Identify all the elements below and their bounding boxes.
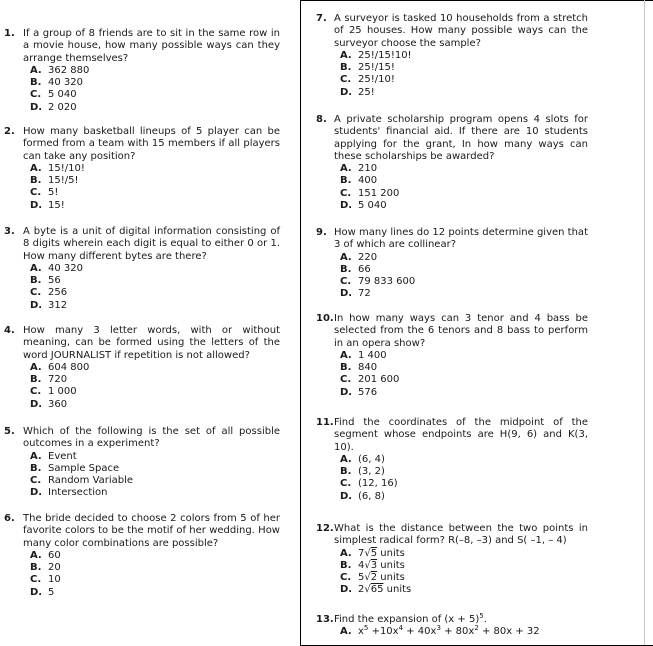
option-d[interactable]: D. 15!	[30, 199, 65, 211]
question-number: 4.	[4, 325, 15, 336]
option-a[interactable]: A. 15!/10!	[30, 162, 85, 174]
answer-options	[340, 626, 588, 638]
option-d[interactable]: D. 25!	[340, 86, 375, 98]
option-c[interactable]: C. 5√2 units	[340, 572, 405, 584]
question-stem: Which of the following is the set of all possible outcomes in a experiment?	[23, 426, 280, 450]
option-a[interactable]: A. 25!/15!10!	[340, 49, 412, 61]
question-12	[316, 523, 588, 597]
answer-options	[30, 163, 280, 212]
answer-options	[30, 263, 280, 312]
question-stem: A byte is a unit of digital information consisting of 8 digits wherein each digit is equal to either 0 or 1. How many different bytes are there?	[23, 226, 280, 262]
question-11	[316, 417, 588, 503]
option-c[interactable]: C. Random Variable	[30, 475, 134, 487]
radical-sign: √	[364, 559, 371, 571]
option-a[interactable]: A. 220	[340, 251, 378, 263]
option-d[interactable]: D. 2√65 units	[340, 584, 412, 596]
question-13	[316, 614, 588, 639]
option-c[interactable]: C. 201 600	[340, 374, 400, 386]
radical-sign: √	[364, 572, 371, 584]
option-b[interactable]: B. (3, 2)	[340, 466, 385, 478]
question-stem: The bride decided to choose 2 colors from 5 of her favorite colors to be the motif of her wedding. How many color combinations are possible?	[23, 513, 280, 549]
question-number: 6.	[4, 513, 15, 524]
option-d[interactable]: D. (6, 8)	[340, 490, 385, 502]
answer-options	[340, 454, 588, 503]
top-rule	[300, 0, 653, 1]
option-b[interactable]: B. 66	[340, 263, 371, 275]
option-b[interactable]: B. 56	[30, 275, 61, 287]
option-a[interactable]: A. Event	[30, 450, 77, 462]
option-b[interactable]: B. 25!/15!	[340, 62, 395, 74]
answer-options	[340, 252, 588, 301]
option-a[interactable]: A. 362 880	[30, 64, 90, 76]
question-stem: If a group of 8 friends are to sit in the same row in a movie house, how many possible ways can they arrange themselves?	[23, 28, 280, 64]
option-d[interactable]: D. 5	[30, 586, 55, 598]
option-b[interactable]: B. Sample Space	[30, 462, 120, 474]
question-stem: In how many ways can 3 tenor and 4 bass be selected from the 6 tenors and 8 bass to perform in an opera show?	[334, 313, 588, 349]
option-c[interactable]: C. 79 833 600	[340, 276, 416, 288]
option-b[interactable]: B. 40 320	[30, 77, 83, 89]
question-3	[4, 226, 280, 312]
option-b[interactable]: B. 840	[340, 362, 378, 374]
question-number: 10.	[316, 313, 334, 324]
question-5	[4, 426, 280, 500]
question-number: 12.	[316, 523, 334, 534]
option-a[interactable]: A. 210	[340, 163, 378, 175]
question-4	[4, 325, 280, 411]
option-a[interactable]: A. 1 400	[340, 349, 387, 361]
question-number: 5.	[4, 426, 15, 437]
question-stem: A private scholarship program opens 4 slots for students' financial aid. If there are 10 students applying for the grant, In how many ways can these scholarships be awarded?	[334, 114, 588, 162]
question-7	[316, 13, 588, 99]
option-c[interactable]: C. 25!/10!	[340, 74, 395, 86]
option-a[interactable]: A. 604 800	[30, 361, 90, 373]
option-d[interactable]: D. 5 040	[340, 200, 387, 212]
option-d[interactable]: D. 72	[340, 288, 371, 300]
question-number: 11.	[316, 417, 334, 428]
option-c[interactable]: C. (12, 16)	[340, 478, 398, 490]
question-1	[4, 28, 280, 114]
option-b[interactable]: B. 720	[30, 374, 68, 386]
answer-options	[30, 550, 280, 599]
question-stem: How many basketball lineups of 5 player can be formed from a team with 15 members if all players can take any position?	[23, 126, 280, 162]
right-edge-rule	[644, 0, 645, 646]
question-number: 13.	[316, 614, 334, 625]
question-number: 1.	[4, 28, 15, 39]
question-2	[4, 126, 280, 212]
option-a[interactable]: A. 60	[30, 549, 61, 561]
question-9	[316, 227, 588, 301]
question-stem: How many 3 letter words, with or without meaning, can be formed using the letters of the word JOURNALIST if repetition is not allowed?	[23, 325, 280, 361]
question-number: 7.	[316, 13, 327, 24]
question-stem: Find the coordinates of the midpoint of the segment whose endpoints are H(9, 6) and K(3, 10).	[334, 417, 588, 453]
question-number: 9.	[316, 227, 327, 238]
option-d[interactable]: D. 312	[30, 299, 68, 311]
answer-options	[340, 50, 588, 99]
option-d[interactable]: D. 360	[30, 398, 68, 410]
option-c[interactable]: C. 10	[30, 574, 61, 586]
radical-sign: √	[364, 584, 371, 596]
option-a[interactable]: A. $x^5 +10x^4 + 40x^3 + 80x^2 + 80x + 32$	[340, 624, 540, 638]
option-b[interactable]: B. 4√3 units	[340, 559, 405, 571]
column-divider	[300, 0, 301, 646]
answer-options	[30, 362, 280, 411]
radical-sign: √	[364, 547, 371, 559]
answer-options	[340, 350, 588, 399]
option-a[interactable]: A. 40 320	[30, 262, 83, 274]
question-10	[316, 313, 588, 399]
question-stem: How many lines do 12 points determine given that 3 of which are collinear?	[334, 227, 588, 251]
option-a[interactable]: A. (6, 4)	[340, 453, 385, 465]
option-c[interactable]: C. 256	[30, 287, 68, 299]
question-number: 8.	[316, 114, 327, 125]
option-c[interactable]: C. 5 040	[30, 89, 77, 101]
option-d[interactable]: D. Intersection	[30, 487, 108, 499]
option-c[interactable]: C. 1 000	[30, 386, 77, 398]
option-d[interactable]: D. 2 020	[30, 101, 77, 113]
option-b[interactable]: B. 20	[30, 562, 61, 574]
answer-options	[30, 451, 280, 500]
option-b[interactable]: B. 15!/5!	[30, 175, 79, 187]
option-a[interactable]: A. 7√5 units	[340, 547, 405, 559]
option-d[interactable]: D. 576	[340, 386, 378, 398]
answer-options	[340, 548, 588, 597]
option-c[interactable]: C. 5!	[30, 187, 59, 199]
question-6	[4, 513, 280, 599]
question-stem: Find the expansion of $(x + 5)^5$.	[334, 612, 487, 625]
question-number: 2.	[4, 126, 15, 137]
answer-options	[340, 163, 588, 212]
question-stem: What is the distance between the two points in simplest radical form? R(–8, –3) and S( –1, – 4)	[334, 523, 588, 547]
option-c[interactable]: C. 151 200	[340, 187, 400, 199]
question-number: 3.	[4, 226, 15, 237]
answer-options	[30, 65, 280, 114]
question-8	[316, 114, 588, 212]
question-stem: A surveyor is tasked 10 households from a stretch of 25 houses. How many possible ways can the surveyor choose the sample?	[334, 13, 588, 49]
option-b[interactable]: B. 400	[340, 175, 378, 187]
